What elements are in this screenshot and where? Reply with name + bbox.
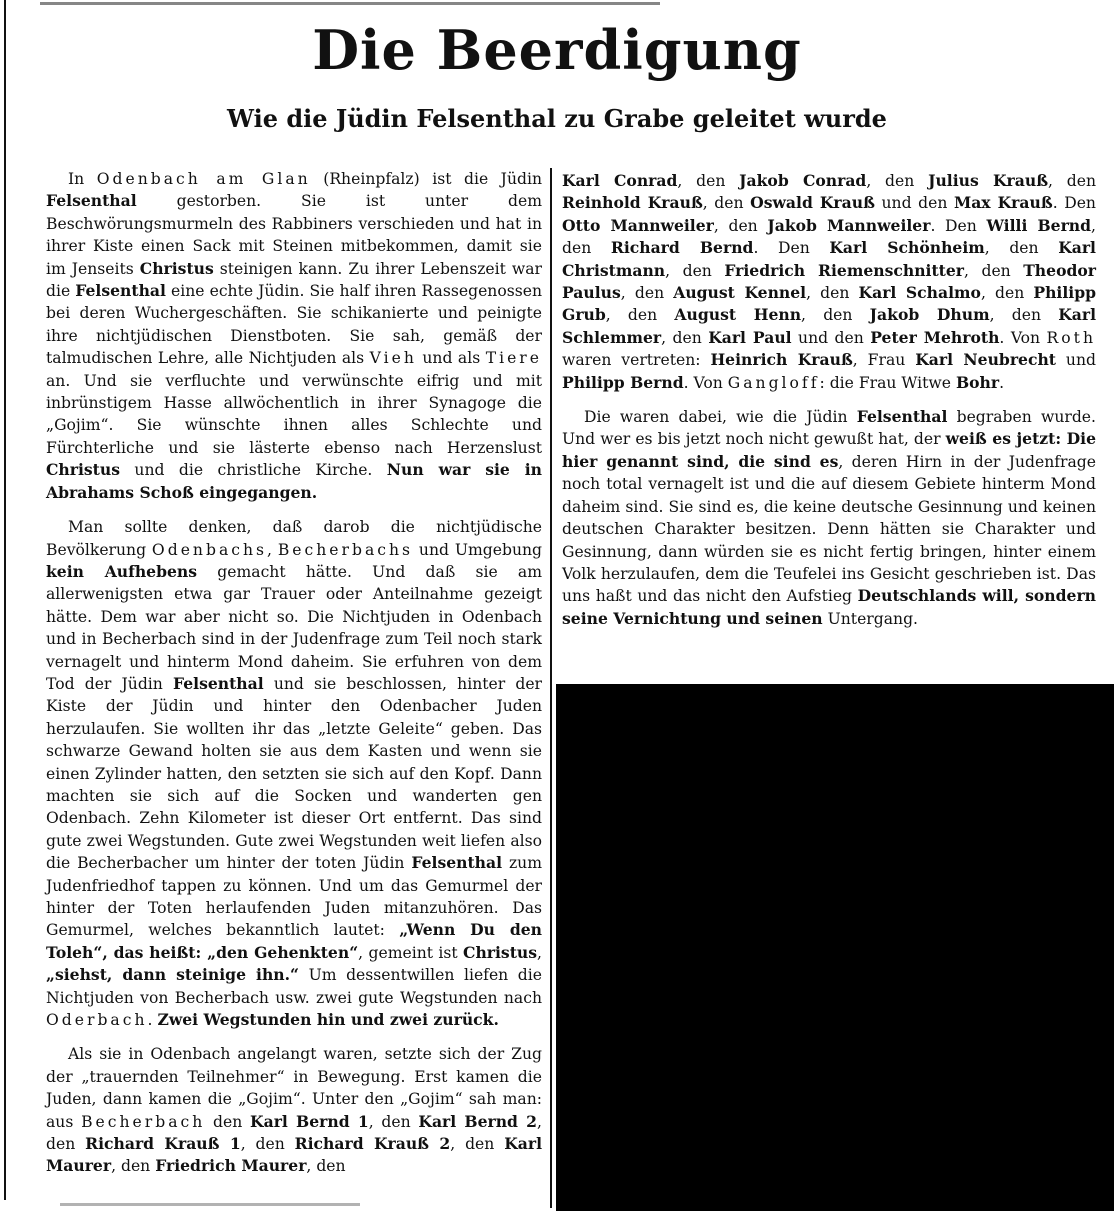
text-run: Um dessentwillen liefen die Nichtjuden von Becherbach usw. zwei gute Wegstunden nach xyxy=(46,966,542,1007)
emphasized-text: Karl Schönheim xyxy=(829,238,985,258)
text-run: . xyxy=(999,373,1005,392)
text-run: , den xyxy=(605,306,675,325)
emphasized-text: Karl Bernd 1 xyxy=(250,1111,369,1131)
emphasized-text: Heinrich Krauß xyxy=(710,350,853,370)
text-run: , xyxy=(537,943,542,962)
bottom-rule xyxy=(60,1203,360,1206)
emphasized-text: Felsenthal xyxy=(856,407,948,427)
article-paragraph xyxy=(46,168,542,504)
emphasized-text: Oswald Krauß xyxy=(750,193,875,213)
text-run: und die christliche Kirche. xyxy=(120,461,387,480)
emphasized-text: Felsenthal xyxy=(46,191,137,211)
emphasized-text: Richard Krauß 1 xyxy=(85,1134,241,1154)
emphasized-text: Richard Krauß 2 xyxy=(294,1134,451,1154)
text-run: . Den xyxy=(753,239,830,258)
text-run: , den xyxy=(677,172,740,190)
emphasized-text: Reinhold Krauß xyxy=(562,193,703,213)
text-run: , den xyxy=(665,261,725,280)
text-run: , den xyxy=(984,239,1059,258)
text-run: , den xyxy=(964,261,1024,280)
text-run: gemacht hätte. Und daß sie am allerwenigsten etwa gar Trauer oder Anteilnahme gezeigt hätte. Dem war aber nicht so. Die Nichtjuden in Odenbach und in Becherbach sind in der Judenfrage zum Teil noch stark vernagelt und hinterm Mond daheim. Sie erfuhren von dem Tod der Jüdin xyxy=(46,562,542,693)
emphasized-text: Julius Krauß xyxy=(928,171,1049,190)
article-paragraph xyxy=(562,406,1096,630)
emphasized-text: Bohr xyxy=(955,372,1000,392)
emphasized-text: Karl Christmann xyxy=(562,238,1096,280)
column-divider xyxy=(550,168,552,1208)
emphasized-text: Christus xyxy=(463,942,538,962)
text-run: . Den xyxy=(1052,194,1096,213)
text-run: . Den xyxy=(930,216,987,235)
text-run: , den xyxy=(713,216,768,235)
text-run: , gemeint ist xyxy=(358,943,464,962)
spaced-text: Becherbachs xyxy=(277,540,414,559)
text-run: . Von xyxy=(999,328,1047,347)
text-run: und den xyxy=(791,328,871,347)
emphasized-text: Philipp Bernd xyxy=(562,372,684,392)
article-paragraph xyxy=(562,170,1096,394)
emphasized-text: Nun war sie in Abrahams Schoß eingegangen. xyxy=(46,460,542,502)
text-run: und Umgebung xyxy=(413,540,543,559)
text-run: Man sollte denken, daß darob die nichtjüdische Bevölkerung xyxy=(46,518,542,559)
text-run: eine echte Jüdin. Sie half ihren Rassegenossen bei deren Wuchergeschäften. Sie schikanierte und peinigte ihre nichtjüdischen Dienstboten. Sie sah, gemäß der talmudischen Lehre, alle Nichtjuden als xyxy=(46,282,543,368)
text-run: , den xyxy=(368,1112,419,1131)
text-run: , den xyxy=(111,1157,156,1176)
left-margin-rule xyxy=(4,0,6,1200)
article-paragraph xyxy=(46,516,542,1031)
spaced-text: Roth xyxy=(1046,328,1096,347)
text-run: und xyxy=(1056,351,1096,370)
text-run: (Rheinpfalz) ist die Jüdin xyxy=(310,170,542,188)
text-run: , Frau xyxy=(852,351,916,370)
emphasized-text: Jakob Dhum xyxy=(869,305,990,325)
text-run: In xyxy=(68,170,97,188)
emphasized-text: Felsenthal xyxy=(173,673,264,693)
text-run: waren vertreten: xyxy=(562,351,711,370)
emphasized-text: Jakob Conrad xyxy=(739,171,867,190)
emphasized-text: Richard Bernd xyxy=(610,238,754,258)
text-run: begraben wurde. Und wer es bis jetzt noch nicht gewußt hat, der xyxy=(562,408,1096,449)
text-run: , xyxy=(267,540,278,559)
emphasized-text: Karl Schlemmer xyxy=(562,305,1097,347)
emphasized-text: Zwei Wegstunden hin und zwei zurück. xyxy=(157,1010,499,1030)
emphasized-text: Felsenthal xyxy=(75,281,166,301)
text-run: , den xyxy=(240,1135,295,1154)
subheadline: Wie die Jüdin Felsenthal zu Grabe geleitet wurde xyxy=(227,104,887,133)
spaced-text: Odenbach am Glan xyxy=(96,170,311,188)
text-run: . Von xyxy=(683,373,728,392)
article-column-left xyxy=(46,168,542,1178)
spaced-text: Oderbach xyxy=(46,1011,148,1030)
text-run: , den xyxy=(980,284,1034,303)
text-run: , den xyxy=(306,1157,346,1176)
spaced-text: Tiere xyxy=(485,349,542,368)
emphasized-text: Christus xyxy=(139,258,214,278)
text-run: Untergang. xyxy=(822,609,919,628)
emphasized-text: Jakob Mannweiler xyxy=(767,215,931,235)
emphasized-text: Max Krauß xyxy=(953,193,1053,213)
text-run: zum Judenfriedhof tappen zu können. Und um das Gemurmel der hinter der Toten herlaufenden Juden mitanzuhören. Das Gemurmel, welches bekanntlich lautet: xyxy=(46,854,542,940)
emphasized-text: Karl Paul xyxy=(708,327,792,347)
text-run: und als xyxy=(416,349,486,368)
text-run: , den xyxy=(46,1112,542,1154)
top-rule xyxy=(40,2,660,5)
emphasized-text: Peter Mehroth xyxy=(870,327,1000,347)
text-run: , den xyxy=(806,284,859,303)
text-run: , den xyxy=(620,284,674,303)
text-run: den xyxy=(205,1112,251,1131)
emphasized-text: Philipp Grub xyxy=(562,283,1097,325)
emphasized-text: Friedrich Riemenschnitter xyxy=(724,260,965,280)
text-run: , den xyxy=(1048,172,1097,190)
text-run: , den xyxy=(562,216,1097,258)
emphasized-text: Karl Maurer xyxy=(46,1134,542,1176)
blacked-out-region xyxy=(556,684,1114,1211)
emphasized-text: „Wenn Du den Toleh“, das heißt: „den Gehenkten“ xyxy=(46,920,542,962)
article-column-right xyxy=(562,170,1096,630)
emphasized-text: Karl Bernd 2 xyxy=(418,1111,538,1131)
emphasized-text: Theodor Paulus xyxy=(562,260,1096,303)
text-run: und den xyxy=(874,194,954,213)
spaced-text: Vieh xyxy=(369,349,417,368)
emphasized-text: Willi Bernd xyxy=(986,215,1092,235)
emphasized-text: Karl Conrad xyxy=(562,171,678,190)
text-run: steinigen kann. Zu ihrer Lebenszeit war die xyxy=(46,259,542,301)
text-run: an. Und sie verfluchte und verwünschte eifrig und mit inbrünstigem Hasse allwöchentlich in ihrer Synagoge die „Gojim“. Sie wünschte ihnen alles Schlechte und Fürchterliche und sie lästerte ebenso nach Herzenslust xyxy=(46,371,542,457)
emphasized-text: August Henn xyxy=(674,305,802,325)
spaced-text: Gangloff xyxy=(727,373,820,392)
text-run: Als sie in Odenbach angelangt waren, setzte sich der Zug der „trauernden Teilnehmer“ in Bewegung. Erst kamen die Juden, dann kamen die „Gojim“. Unter den „Gojim“ sah man: aus xyxy=(46,1045,542,1131)
text-run: gestorben. Sie ist unter dem Beschwörungsmurmeln des Rabbiners verschieden und hat in ihrer Kiste einen Sack mit Steinen mitbekommen, damit sie im Jenseits xyxy=(46,192,542,278)
emphasized-text: Felsenthal xyxy=(411,853,503,873)
article-paragraph xyxy=(46,1043,542,1177)
spaced-text: Odenbachs xyxy=(151,540,268,559)
emphasized-text: August Kennel xyxy=(673,283,807,303)
text-run: . xyxy=(147,1011,158,1030)
text-run: , den xyxy=(661,328,709,347)
text-run: , den xyxy=(450,1135,505,1154)
emphasized-text: Friedrich Maurer xyxy=(155,1156,307,1176)
emphasized-text: „siehst, dann steinige ihn.“ xyxy=(46,965,300,985)
text-run: , den xyxy=(801,306,870,325)
emphasized-text: weiß es jetzt: Die hier genannt sind, die sind es xyxy=(562,429,1096,471)
emphasized-text: Otto Mannweiler xyxy=(562,215,714,235)
text-run: : die Frau Witwe xyxy=(819,373,956,392)
text-run: , den xyxy=(866,172,929,190)
text-run: , deren Hirn in der Judenfrage noch total vernagelt ist und die auf diesem Gebiete hinterm Mond daheim sind. Sie sind es, die keine deutsche Gesinnung und keinen deutschen Charakter besitzen. Denn hätten sie Charakter und Gesinnung, dann würden sie es nicht fertig bringen, hinter einem Volk herzulaufen, dem die Teufelei ins Gesicht geschrieben ist. Das uns haßt und das nicht den Aufstieg xyxy=(562,452,1096,606)
text-run: Die waren dabei, wie die Jüdin xyxy=(584,408,857,427)
text-run: , den xyxy=(989,306,1059,325)
text-run: , den xyxy=(702,194,751,213)
headline: Die Beerdigung xyxy=(312,18,802,82)
emphasized-text: Deutschlands will, sondern seine Vernichtung und seinen xyxy=(562,586,1096,628)
emphasized-text: Karl Neubrecht xyxy=(915,350,1056,370)
emphasized-text: Christus xyxy=(46,460,120,480)
emphasized-text: kein Aufhebens xyxy=(46,561,198,581)
emphasized-text: Karl Schalmo xyxy=(858,283,981,303)
text-run: und sie beschlossen, hinter der Kiste der Jüdin und hinter den Odenbacher Juden herzulaufen. Sie wollten ihr das „letzte Geleite“ geben. Das schwarze Gewand holten sie aus dem Kasten und wenn sie einen Zylinder hatten, den setzten sie sich auf den Kopf. Dann machten sie sich auf die Socken und wanderten gen Odenbach. Zehn Kilometer ist dieser Ort entfernt. Das sind gute zwei Wegstunden. Gute zwei Wegstunden weit liefen also die Becherbacher um hinter der toten Jüdin xyxy=(46,674,543,873)
spaced-text: Becherbach xyxy=(81,1112,206,1131)
